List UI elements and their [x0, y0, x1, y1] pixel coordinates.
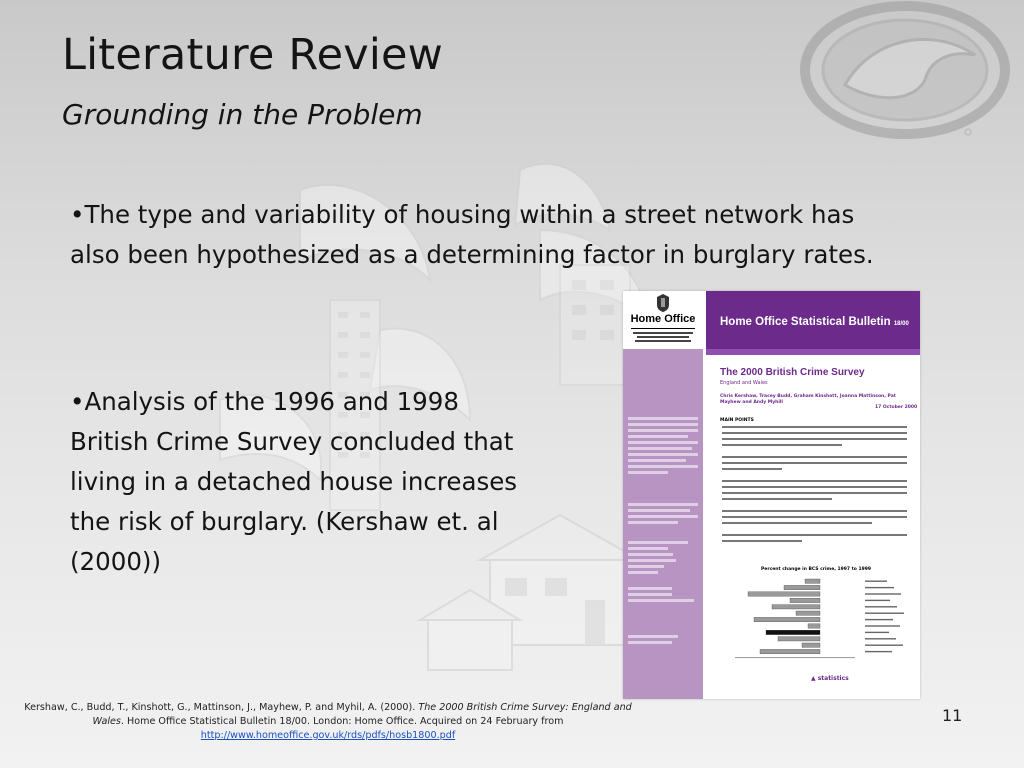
bulletin-chart-bar: [805, 579, 820, 583]
slide-subtitle: Grounding in the Problem: [62, 98, 423, 131]
bulletin-chart-label: [865, 581, 887, 582]
bulletin-chart-label: [865, 619, 893, 620]
bulletin-chart-bar: [784, 585, 820, 589]
bulletin-header-title: Home Office Statistical Bulletin 18/00: [720, 316, 909, 328]
bulletin-chart-label: [865, 651, 892, 652]
bulletin-chart-bar: [754, 617, 820, 621]
bulletin-chart-bar: [772, 605, 820, 609]
bulletin-footer-logo: ▲ statistics: [811, 675, 849, 682]
royal-crest-icon: [654, 293, 672, 313]
citation-url-link[interactable]: http://www.homeoffice.gov.uk/rds/pdfs/hosb1800.pdf: [200, 730, 456, 741]
logo-tagline: [629, 330, 697, 344]
bulletin-sidebar: [623, 291, 703, 699]
bulletin-chart-bar: [802, 643, 820, 647]
citation-title: The 2000 British Crime Survey: England and Wales: [92, 702, 632, 727]
slide-title: Literature Review: [62, 30, 444, 80]
bulletin-main-points-label: MAIN POINTS: [720, 418, 754, 423]
bulletin-survey-title: The 2000 British Crime Survey: [720, 367, 865, 378]
page-number: 11: [942, 706, 963, 725]
bulletin-chart-bar: [808, 624, 820, 628]
bullet-housing-variability: •The type and variability of housing within a street network has also been hypothesized as a determining factor in burglary rates.: [70, 200, 874, 269]
bulletin-survey-subtitle: England and Wales: [720, 380, 768, 386]
bulletin-chart-bar: [778, 637, 820, 641]
bulletin-chart-bar: [748, 592, 820, 596]
home-office-logo: [623, 291, 703, 349]
bulletin-chart-label: [865, 587, 894, 588]
bulletin-chart-label: [865, 593, 901, 594]
bulletin-chart-label: [865, 613, 904, 614]
bulletin-chart-label: [865, 600, 890, 601]
bulletin-chart-label: [865, 638, 896, 639]
bulletin-authors: Chris Kershaw, Tracey Budd, Graham Kinshott, Joanna Mattinson, Pat Mayhew and Andy Myhill: [720, 394, 896, 405]
bulletin-chart-label: [865, 606, 897, 607]
reference-citation: [22, 701, 634, 743]
bulletin-chart-title: Percent change in BCS crime, 1997 to 1999: [761, 567, 871, 572]
bulletin-date: 17 October 2000: [875, 405, 918, 410]
citation-authors: Kershaw, C., Budd, T., Kinshott, G., Mattinson, J., Mayhew, P. and Myhil, A. (2000).: [24, 702, 419, 713]
bullet-bcs-analysis: •Analysis of the 1996 and 1998 British Crime Survey concluded that living in a detached house increases the risk of burglary. (Kershaw et. al (2000)): [70, 387, 518, 576]
bulletin-chart-bar: [790, 598, 820, 602]
lion-emblem-icon: [805, 6, 1005, 135]
citation-details: . Home Office Statistical Bulletin 18/00. London: Home Office. Acquired on 24 February from: [120, 716, 564, 727]
bulletin-chart-bar: [760, 649, 820, 653]
bulletin-chart-label: [865, 625, 900, 626]
bulletin-cover-image: [623, 291, 920, 699]
bulletin-chart-bar: [766, 630, 820, 634]
bulletin-bar-chart: [715, 575, 915, 667]
home-office-label: Home Office: [630, 313, 696, 325]
bulletin-chart-bar: [796, 611, 820, 615]
bulletin-chart-label: [865, 645, 903, 646]
bulletin-chart-label: [865, 632, 889, 633]
